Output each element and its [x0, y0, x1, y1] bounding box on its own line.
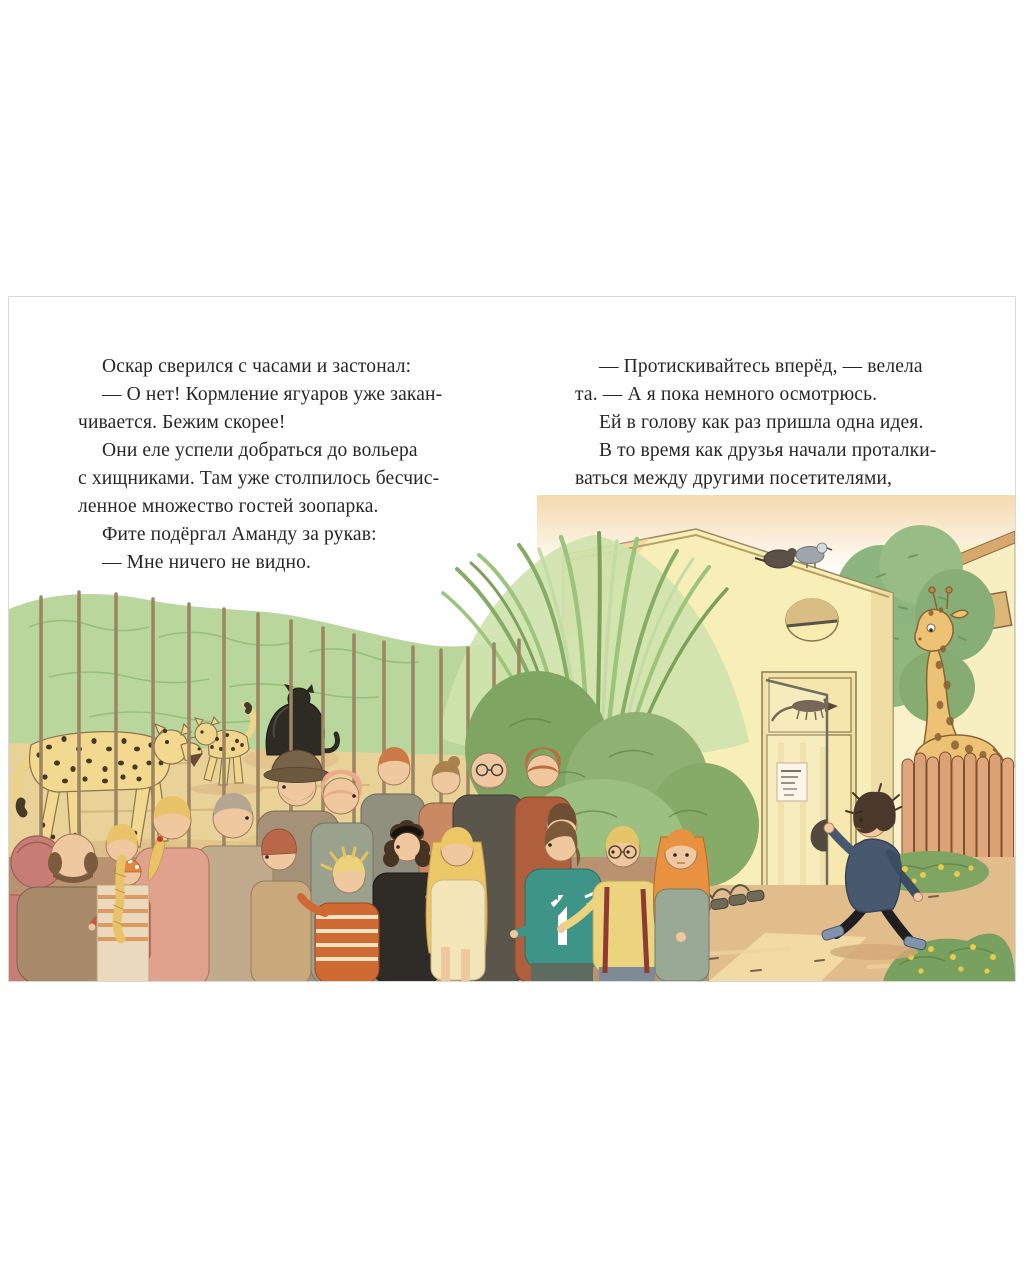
story-line: — Мне ничего не видно. [102, 552, 312, 573]
story-line: чивается. Бежим скорее! [78, 412, 286, 433]
story-line: ленное множество гостей зоопарка. [78, 496, 379, 517]
crowd-figure-red-hair-girl [654, 829, 710, 981]
story-text-left-column [78, 353, 518, 577]
story-line: В то время как друзья начали проталки- [599, 440, 937, 461]
story-text-right-column [575, 353, 1015, 493]
picket-fence [902, 752, 1014, 863]
story-line: ваться между другими посетителями, [575, 468, 893, 489]
story-line: с хищниками. Там уже столпилось бесчис- [78, 468, 440, 489]
story-line: Фите подёргал Аманду за рукав: [102, 524, 377, 545]
story-line: Оскар сверился с часами и застонал: [102, 356, 412, 377]
crowd-figure-blonde-girl [426, 827, 487, 981]
story-line: Они еле успели добраться до вольера [102, 440, 418, 461]
story-line: — Протискивайтесь вперёд, — велела [599, 356, 923, 377]
story-line: та. — А я пока немного осмотрюсь. [575, 384, 878, 405]
book-spread-page [8, 296, 1016, 982]
wall-lamp [786, 598, 838, 641]
story-line: Ей в голову как раз пришла одна идея. [599, 412, 924, 433]
story-line: — О нет! Кормление ягуаров уже закан- [102, 384, 443, 405]
